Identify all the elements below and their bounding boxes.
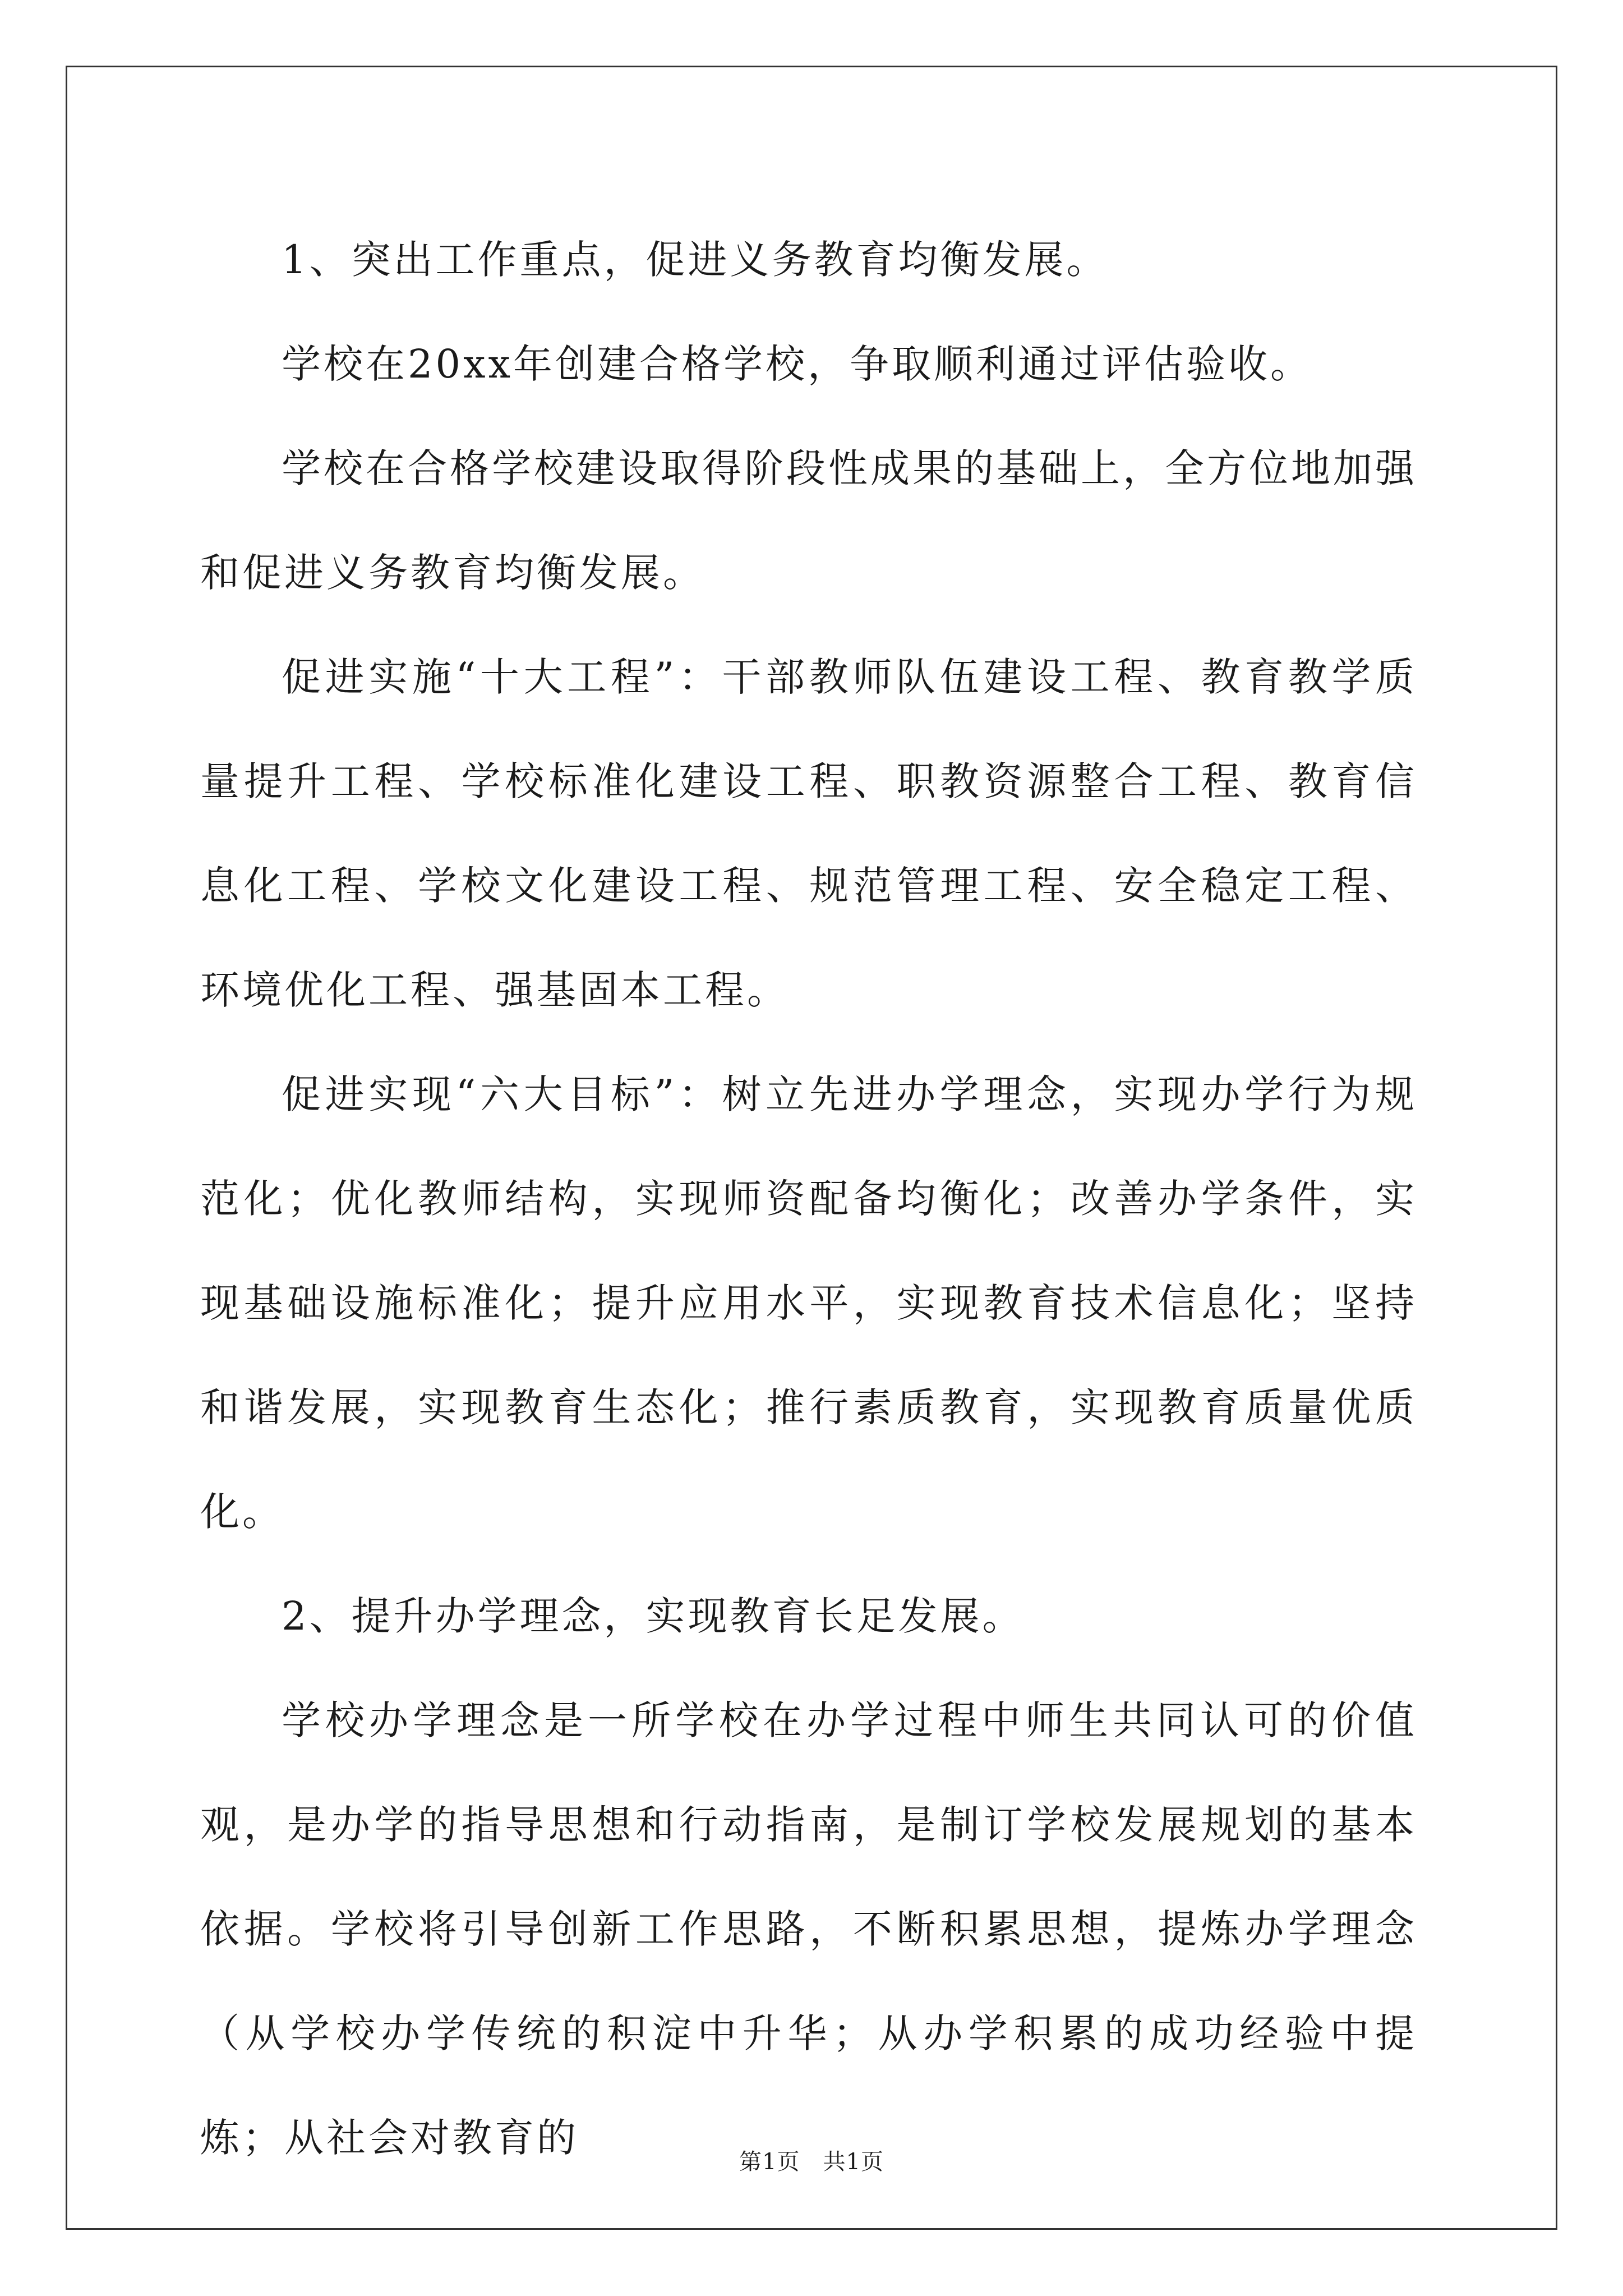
document-body (200, 208, 1417, 2190)
paragraph-heading-1: 1、突出工作重点，促进义务教育均衡发展。 (282, 237, 1109, 283)
page-number-footer: 第1页 共1页 (739, 2149, 884, 2175)
paragraph-six-goals: 促进实现“六大目标”：树立先进办学理念，实现办学行为规范化；优化教师结构，实现师资配备均衡化；改善办学条件，实现基础设施标准化；提升应用水平，实现教育技术信息化；坚持和谐发展，实现教育生态化；推行素质教育，实现教育质量优质化。 (200, 1071, 1417, 1535)
paragraph: 学校办学理念是一所学校在办学过程中师生共同认可的价值观，是办学的指导思想和行动指南，是制订学校发展规划的基本依据。学校将引导创新工作思路，不断积累思想，提炼办学理念（从学校办学传统的积淀中升华；从办学积累的成功经验中提炼；从社会对教育的 (200, 1697, 1417, 2161)
paragraph-ten-projects: 促进实施“十大工程”：干部教师队伍建设工程、教育教学质量提升工程、学校标准化建设工程、职教资源整合工程、教育信息化工程、学校文化建设工程、规范管理工程、安全稳定工程、环境优化工程、强基固本工程。 (200, 654, 1417, 1013)
paragraph-heading-2: 2、提升办学理念，实现教育长足发展。 (282, 1593, 1025, 1639)
paragraph: 学校在合格学校建设取得阶段性成果的基础上，全方位地加强和促进义务教育均衡发展。 (200, 445, 1417, 596)
paragraph: 学校在20xx年创建合格学校，争取顺利通过评估验收。 (282, 341, 1313, 387)
